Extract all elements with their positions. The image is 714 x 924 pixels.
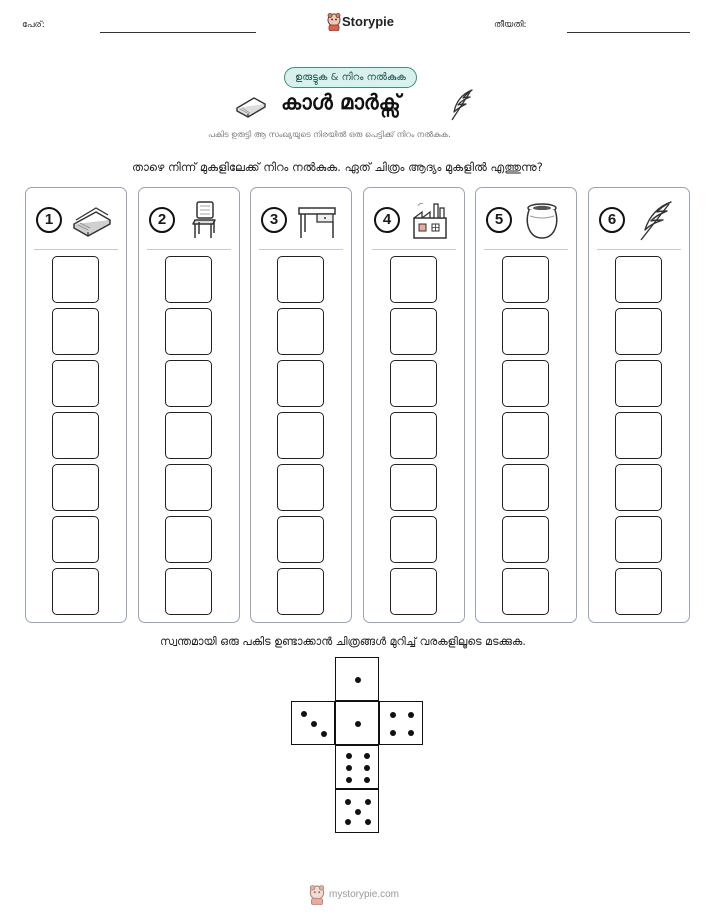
die-pip [364, 753, 370, 759]
color-box[interactable] [615, 412, 662, 459]
die-pip [301, 711, 307, 717]
color-box[interactable] [390, 256, 437, 303]
books-icon [70, 198, 114, 242]
color-box[interactable] [502, 568, 549, 615]
column-number: 1 [36, 207, 62, 233]
color-box[interactable] [615, 360, 662, 407]
column-number: 3 [261, 207, 287, 233]
color-box[interactable] [502, 360, 549, 407]
die-face [379, 701, 423, 745]
color-box[interactable] [277, 464, 324, 511]
storypie-mascot-icon [326, 13, 342, 31]
die-face [335, 745, 379, 789]
color-box[interactable] [615, 516, 662, 563]
color-box[interactable] [615, 308, 662, 355]
footer [308, 885, 418, 905]
die-pip [355, 721, 361, 727]
die-pip [321, 731, 327, 737]
date-line[interactable] [567, 32, 690, 33]
color-box[interactable] [502, 412, 549, 459]
column-divider [484, 249, 568, 250]
roll-column-1 [25, 187, 127, 623]
activity-tag: ഉരുട്ടുക & നിറം നൽകുക [284, 67, 417, 88]
color-box[interactable] [502, 516, 549, 563]
brand-name: Storypie [342, 14, 395, 29]
date-label: തീയതി: [494, 20, 527, 30]
column-divider [372, 249, 456, 250]
storypie-footer-mascot-icon [308, 885, 326, 905]
color-box[interactable] [52, 360, 99, 407]
die-pip [346, 753, 352, 759]
roll-column-4 [363, 187, 465, 623]
die-pip [355, 677, 361, 683]
color-box[interactable] [277, 308, 324, 355]
die-pip [346, 765, 352, 771]
color-box[interactable] [165, 256, 212, 303]
desk-icon [295, 198, 339, 242]
color-box[interactable] [277, 256, 324, 303]
column-divider [147, 249, 231, 250]
color-box[interactable] [615, 256, 662, 303]
question: താഴെ നിന്ന് മുകളിലേക്ക് നിറം നൽകുക. ഏത് ചിത്രം ആദ്യം മുകളിൽ എത്തുന്നു? [132, 160, 543, 174]
color-box[interactable] [390, 308, 437, 355]
die-pip [364, 777, 370, 783]
color-box[interactable] [165, 308, 212, 355]
footer-url[interactable]: mystorypie.com [329, 889, 400, 900]
column-number: 5 [486, 207, 512, 233]
color-box[interactable] [165, 464, 212, 511]
die-pip [355, 809, 361, 815]
color-box[interactable] [277, 412, 324, 459]
die-pip [365, 799, 371, 805]
color-box[interactable] [390, 516, 437, 563]
die-face [335, 701, 379, 745]
roll-column-5 [475, 187, 577, 623]
die-pip [390, 712, 396, 718]
quill-icon [633, 198, 677, 242]
chair-icon [183, 198, 227, 242]
color-box[interactable] [277, 516, 324, 563]
die-pip [364, 765, 370, 771]
factory-icon [408, 198, 452, 242]
color-box[interactable] [502, 464, 549, 511]
color-box[interactable] [390, 568, 437, 615]
die-face [335, 789, 379, 833]
color-box[interactable] [165, 412, 212, 459]
color-box[interactable] [390, 412, 437, 459]
color-box[interactable] [165, 568, 212, 615]
column-number: 6 [599, 207, 625, 233]
roll-column-3 [250, 187, 352, 623]
column-number: 2 [149, 207, 175, 233]
quill-title-icon [448, 88, 476, 122]
color-box[interactable] [502, 256, 549, 303]
page-title: കാൾ മാർക്സ് [281, 90, 401, 114]
brand-logo [326, 13, 396, 33]
color-box[interactable] [52, 412, 99, 459]
color-box[interactable] [615, 568, 662, 615]
die-pip [408, 730, 414, 736]
die-face [291, 701, 335, 745]
die-pip [390, 730, 396, 736]
color-box[interactable] [165, 360, 212, 407]
roll-column-2 [138, 187, 240, 623]
column-number: 4 [374, 207, 400, 233]
die-pip [365, 819, 371, 825]
color-box[interactable] [52, 464, 99, 511]
die-pip [311, 721, 317, 727]
color-box[interactable] [277, 568, 324, 615]
color-box[interactable] [52, 308, 99, 355]
die-face [335, 657, 379, 701]
name-label: പേര്: [22, 20, 45, 30]
color-box[interactable] [165, 516, 212, 563]
color-box[interactable] [277, 360, 324, 407]
die-pip [345, 819, 351, 825]
name-line[interactable] [100, 32, 256, 33]
die-pip [346, 777, 352, 783]
color-box[interactable] [615, 464, 662, 511]
die-pip [345, 799, 351, 805]
die-pip [408, 712, 414, 718]
pot-icon [520, 198, 564, 242]
color-box[interactable] [502, 308, 549, 355]
column-divider [597, 249, 681, 250]
column-divider [259, 249, 343, 250]
fold-instruction: സ്വന്തമായി ഒരു പകിട ഉണ്ടാക്കാൻ ചിത്രങ്ങൾ മുറിച്ച് വരകളിലൂടെ മടക്കുക. [160, 635, 526, 648]
book-icon [234, 94, 268, 118]
color-box[interactable] [52, 256, 99, 303]
roll-column-6 [588, 187, 690, 623]
color-box[interactable] [52, 568, 99, 615]
subtitle: പകിട ഉരുട്ടി ആ സംഖ്യയുടെ നിരയിൽ ഒരു പെട്ടിക്ക് നിറം നൽകുക. [208, 130, 451, 139]
color-box[interactable] [390, 464, 437, 511]
color-box[interactable] [52, 516, 99, 563]
color-box[interactable] [390, 360, 437, 407]
column-divider [34, 249, 118, 250]
